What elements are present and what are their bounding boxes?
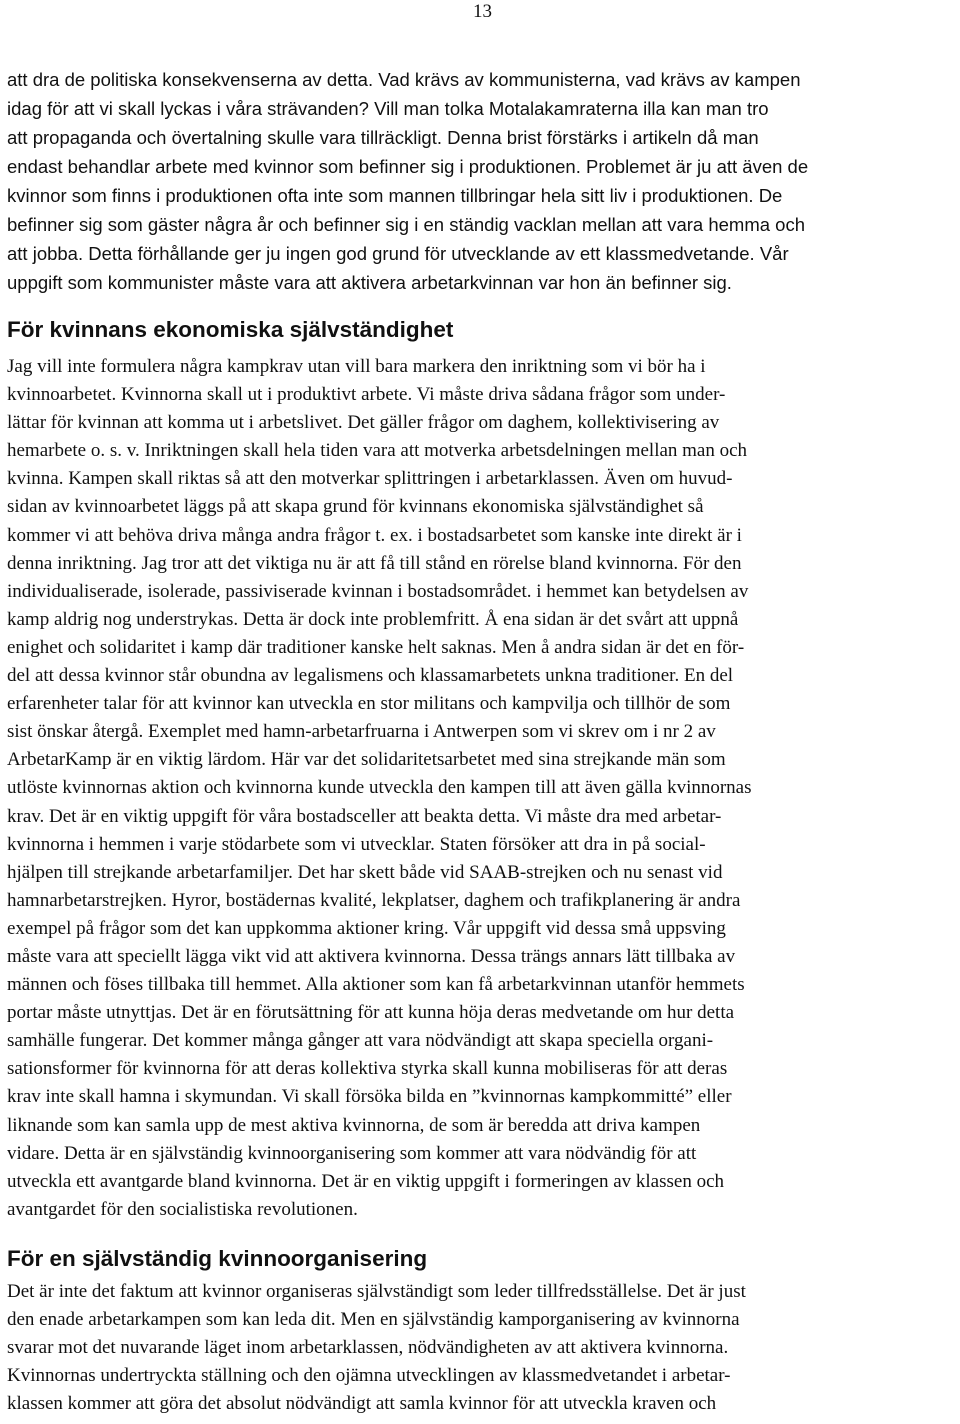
section-heading: För en självständig kvinnoorganisering: [7, 1245, 428, 1271]
document-body: [7, 65, 955, 1418]
text-line: lättar för kvinnan att komma ut i arbetslivet. Det gäller frågor om daghem, kollektivisering av: [7, 412, 720, 434]
text-line: måste vara att speciellt lägga vikt vid att aktivera kvinnorna. Dessa trängs annars lätt tillbaka av: [7, 945, 736, 967]
text-line: hamnarbetarstrejken. Hyror, bostädernas kvalité, lekplatser, daghem och trafikplanering är andra: [7, 889, 741, 911]
text-line: att propaganda och övertalning skulle vara tillräckligt. Denna brist förstärks i artikeln då man: [7, 127, 759, 148]
page-number: 13: [473, 1, 492, 22]
text-line: samhälle fungerar. Det kommer många gånger att vara nödvändigt att skapa speciella organi-: [7, 1030, 714, 1052]
text-line: del att dessa kvinnor står obundna av legalismens och klassamarbetets unkna traditioner. En del: [7, 665, 734, 687]
text-line: befinner sig som gäster några år och befinner sig i en ständig vacklan mellan att vara hemma och: [7, 214, 805, 235]
text-line: denna inriktning. Jag tror att det viktiga nu är att få till stånd en rörelse bland kvinnorna. För den: [7, 552, 742, 574]
text-line: enighet och solidaritet i kamp där traditioner kanske helt saknas. Men å andra sidan är det en för-: [7, 636, 745, 658]
text-line: att dra de politiska konsekvenserna av detta. Vad krävs av kommunisterna, vad krävs av kampen: [7, 69, 801, 90]
text-line: den enade arbetarkampen som kan leda dit. Men en självständig kamporganisering av kvinnorna: [7, 1309, 740, 1330]
text-line: Kvinnornas undertryckta ställning och den ojämna utvecklingen av klassmedvetandet i arbetar-: [7, 1365, 731, 1387]
text-line: sist önskar återgå. Exemplet med hamn-arbetarfruarna i Antwerpen som vi skrev om i nr 2 av: [7, 721, 716, 743]
text-line: liknande som kan samla upp de mest aktiva kvinnorna, de som är beredda att driva kampen: [7, 1114, 701, 1136]
text-line: portar måste utnyttjas. Det är en förutsättning för att kunna höja deras medvetande om hur detta: [7, 1002, 735, 1024]
text-line: kvinna. Kampen skall riktas så att den motverkar splittringen i arbetarklassen. Även om huvud-: [7, 468, 733, 490]
text-line: Det är inte det faktum att kvinnor organiseras självständigt som leder tillfredsställelse. Det är just: [7, 1280, 746, 1302]
text-line: utlöste kvinnornas aktion och kvinnorna kunde utveckla den kampen till att även gälla kvinnornas: [7, 777, 752, 799]
text-line: kommer vi att behöva driva många andra frågor t. ex. i bostadsarbetet som kanske inte direkt är i: [7, 524, 742, 546]
text-line: uppgift som kommunister måste vara att aktivera arbetarkvinnan var hon än befinner sig.: [7, 272, 732, 293]
text-line: kvinnoarbetet. Kvinnorna skall ut i produktivt arbete. Vi måste driva sådana frågor som under-: [7, 384, 726, 406]
text-line: krav inte skall hamna i skymundan. Vi skall försöka bilda en ”kvinnornas kampkommitté” eller: [7, 1086, 732, 1108]
section-paragraph: [7, 1278, 955, 1418]
text-line: endast behandlar arbete med kvinnor som befinner sig i produktionen. Problemet är ju att även de: [7, 156, 809, 177]
text-line: hemarbete o. s. v. Inriktningen skall hela tiden vara att motverka arbetsdelningen mellan man och: [7, 440, 748, 462]
text-line: exempel på frågor som det kan uppkomma aktioner kring. Vår uppgift vid dessa små uppsving: [7, 917, 726, 939]
section-heading: För kvinnans ekonomiska självständighet: [7, 317, 454, 342]
text-line: ArbetarKamp är en viktig lärdom. Här var det solidaritetsarbetet med sina strejkande män som: [7, 749, 726, 771]
text-line: kamp aldrig nog understrykas. Detta är dock inte problemfritt. Å ena sidan är det svårt att uppnå: [7, 608, 739, 630]
text-line: hjälpen till strejkande arbetarfamiljer. Det har skett både vid SAAB-strejken och nu senast vid: [7, 861, 723, 883]
text-line: sationsformer för kvinnorna för att deras kollektiva styrka skall kunna mobiliseras för att deras: [7, 1058, 728, 1080]
intro-paragraph: [7, 65, 955, 297]
text-line: krav. Det är en viktig uppgift för våra bostadsceller att beakta detta. Vi måste dra med arbetar-: [7, 805, 722, 827]
text-line: att jobba. Detta förhållande ger ju ingen god grund för utvecklande av ett klassmedvetande. Vår: [7, 243, 789, 264]
text-line: avantgardet för den socialistiska revolutionen.: [7, 1198, 358, 1220]
text-line: männen och föses tillbaka till hemmet. Alla aktioner som kan få arbetarkvinnan utanför hemmets: [7, 974, 745, 996]
section-paragraph: [7, 353, 955, 1224]
text-line: erfarenheter talar för att kvinnor kan utveckla en stor militans och kampvilja och tillhör de som: [7, 693, 731, 715]
text-line: svarar mot det nuvarande läget inom arbetarklassen, nödvändigheten av att aktivera kvinnorna.: [7, 1337, 729, 1359]
text-line: kvinnor som finns i produktionen ofta inte som mannen tillbringar hela sitt liv i produktionen. De: [7, 185, 783, 206]
text-line: vidare. Detta är en självständig kvinnoorganisering som kommer att vara nödvändig för att: [7, 1142, 697, 1164]
text-line: sidan av kvinnoarbetet läggs på att skapa grund för kvinnans ekonomiska självständighet så: [7, 496, 704, 518]
text-line: individualiserade, isolerade, passiviserade kvinnan i bostadsområdet. i hemmet kan betydelsen av: [7, 580, 749, 602]
text-line: Jag vill inte formulera några kampkrav utan vill bara markera den inriktning som vi bör ha i: [7, 356, 706, 377]
text-line: kvinnorna i hemmen i varje stödarbete som vi utvecklar. Staten försöker att dra in på social-: [7, 833, 706, 855]
text-line: idag för att vi skall lyckas i våra strävanden? Vill man tolka Motalakamraterna illa kan man tro: [7, 98, 769, 119]
text-line: klassen kommer att göra det absolut nödvändigt att samla kvinnor för att utveckla kraven och: [7, 1393, 717, 1415]
text-line: utveckla ett avantgarde bland kvinnorna. Det är en viktig uppgift i formeringen av klassen och: [7, 1170, 725, 1192]
